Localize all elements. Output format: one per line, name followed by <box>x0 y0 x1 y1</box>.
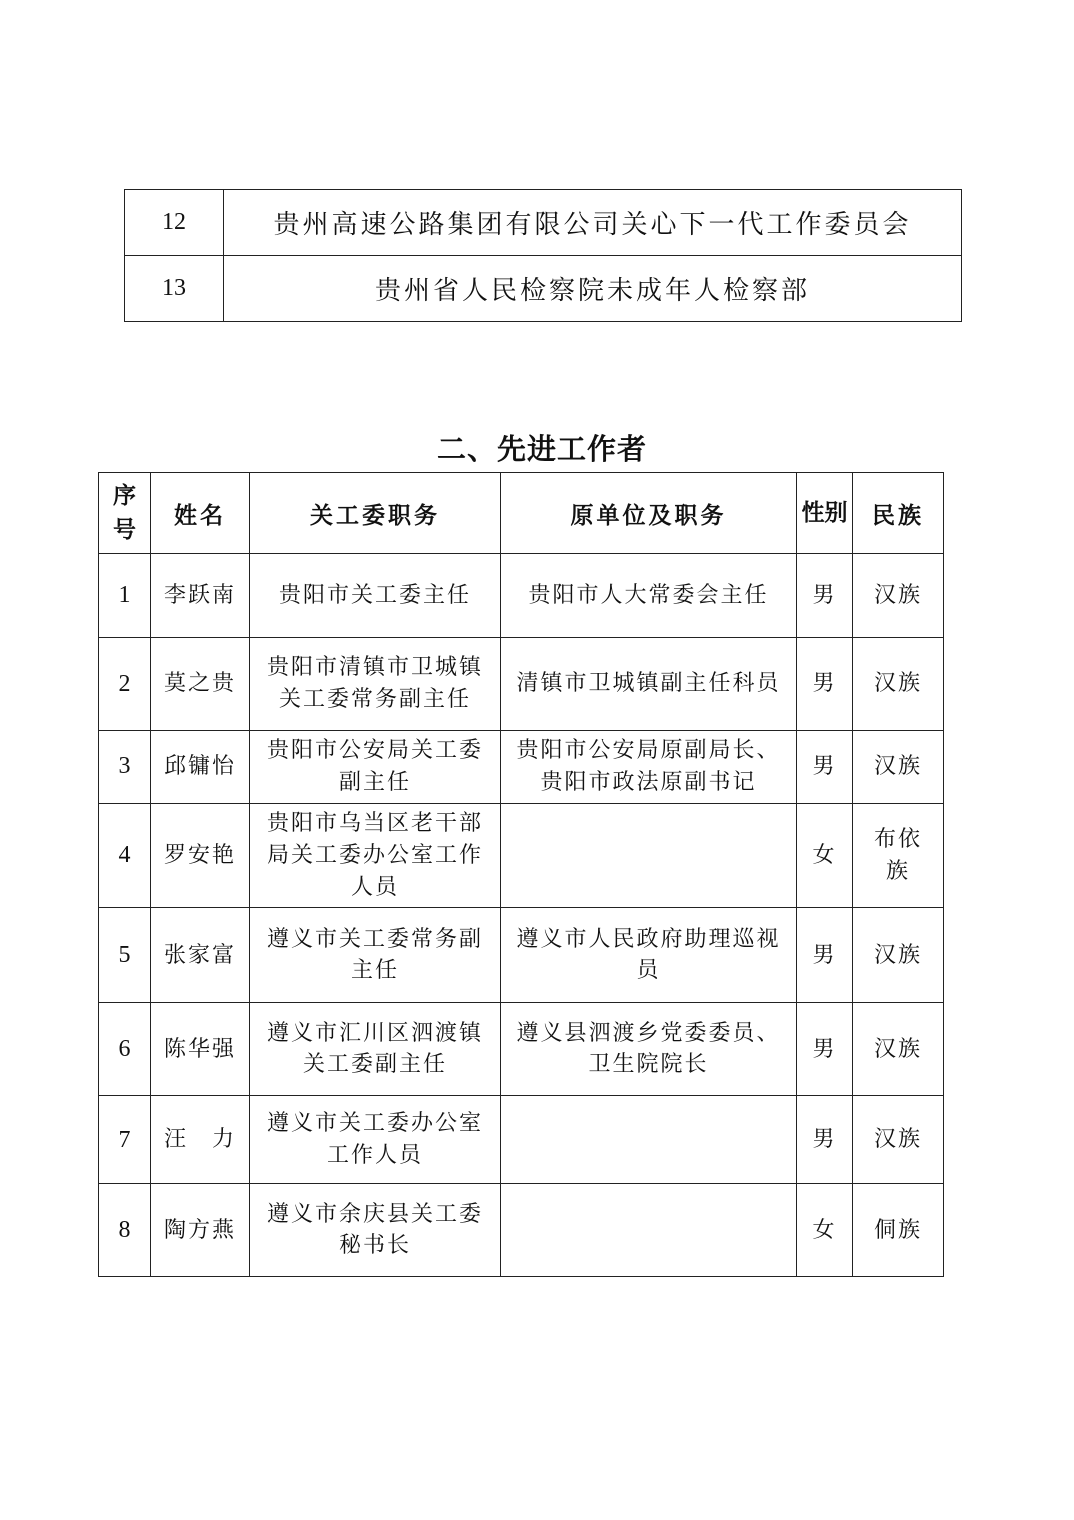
table-row <box>99 803 944 908</box>
cell-gender: 男 <box>797 554 853 638</box>
header-gender: 性别 <box>797 473 853 554</box>
table-row <box>99 1184 944 1277</box>
cell-committee-role: 贵阳市关工委主任 <box>250 554 501 638</box>
cell-ethnicity: 汉族 <box>853 908 944 1003</box>
cell-committee-role: 遵义市关工委办公室工作人员 <box>250 1096 501 1184</box>
cell-ethnicity: 汉族 <box>853 1003 944 1096</box>
cell-gender: 男 <box>797 1096 853 1184</box>
cell-num: 8 <box>99 1184 151 1277</box>
cell-gender: 男 <box>797 1003 853 1096</box>
header-original-unit: 原单位及职务 <box>501 473 797 554</box>
unit-name: 贵州省人民检察院未成年人检察部 <box>224 256 962 322</box>
cell-name: 汪 力 <box>151 1096 250 1184</box>
cell-num: 6 <box>99 1003 151 1096</box>
cell-name: 莫之贵 <box>151 638 250 731</box>
cell-committee-role: 遵义市余庆县关工委秘书长 <box>250 1184 501 1277</box>
cell-name: 李跃南 <box>151 554 250 638</box>
cell-committee-role: 贵阳市清镇市卫城镇关工委常务副主任 <box>250 638 501 731</box>
workers-table <box>98 472 944 1277</box>
cell-ethnicity: 侗族 <box>853 1184 944 1277</box>
cell-num: 4 <box>99 803 151 908</box>
cell-gender: 女 <box>797 1184 853 1277</box>
cell-committee-role: 贵阳市乌当区老干部局关工委办公室工作人员 <box>250 803 501 908</box>
cell-name: 罗安艳 <box>151 803 250 908</box>
table-row <box>99 1003 944 1096</box>
cell-num: 1 <box>99 554 151 638</box>
cell-name: 邱镛怡 <box>151 731 250 804</box>
cell-original-unit: 遵义县泗渡乡党委委员、卫生院院长 <box>501 1003 797 1096</box>
cell-gender: 女 <box>797 803 853 908</box>
cell-original-unit: 贵阳市人大常委会主任 <box>501 554 797 638</box>
cell-gender: 男 <box>797 731 853 804</box>
unit-number: 12 <box>125 190 224 256</box>
cell-committee-role: 遵义市汇川区泗渡镇关工委副主任 <box>250 1003 501 1096</box>
table-row <box>99 731 944 804</box>
section-title: 二、先进工作者 <box>436 432 647 466</box>
cell-original-unit: 贵阳市公安局原副局长、贵阳市政法原副书记 <box>501 731 797 804</box>
cell-ethnicity: 汉族 <box>853 731 944 804</box>
table-row <box>99 638 944 731</box>
header-name: 姓名 <box>151 473 250 554</box>
cell-num: 3 <box>99 731 151 804</box>
header-num: 序号 <box>99 473 151 554</box>
table-row <box>99 554 944 638</box>
cell-original-unit <box>501 803 797 908</box>
table-row <box>125 256 962 322</box>
cell-num: 7 <box>99 1096 151 1184</box>
unit-number: 13 <box>125 256 224 322</box>
cell-ethnicity: 汉族 <box>853 554 944 638</box>
unit-name: 贵州高速公路集团有限公司关心下一代工作委员会 <box>224 190 962 256</box>
cell-original-unit <box>501 1184 797 1277</box>
table-row <box>125 190 962 256</box>
cell-num: 5 <box>99 908 151 1003</box>
cell-committee-role: 遵义市关工委常务副主任 <box>250 908 501 1003</box>
cell-original-unit: 清镇市卫城镇副主任科员 <box>501 638 797 731</box>
cell-ethnicity: 布依族 <box>853 803 944 908</box>
cell-gender: 男 <box>797 638 853 731</box>
table-row <box>99 908 944 1003</box>
cell-original-unit: 遵义市人民政府助理巡视员 <box>501 908 797 1003</box>
cell-name: 陈华强 <box>151 1003 250 1096</box>
header-row <box>99 473 944 554</box>
table-row <box>99 1096 944 1184</box>
units-table <box>124 189 962 322</box>
cell-original-unit <box>501 1096 797 1184</box>
cell-committee-role: 贵阳市公安局关工委副主任 <box>250 731 501 804</box>
cell-name: 陶方燕 <box>151 1184 250 1277</box>
cell-ethnicity: 汉族 <box>853 1096 944 1184</box>
cell-ethnicity: 汉族 <box>853 638 944 731</box>
header-committee-role: 关工委职务 <box>250 473 501 554</box>
header-ethnicity: 民族 <box>853 473 944 554</box>
cell-num: 2 <box>99 638 151 731</box>
cell-gender: 男 <box>797 908 853 1003</box>
cell-name: 张家富 <box>151 908 250 1003</box>
